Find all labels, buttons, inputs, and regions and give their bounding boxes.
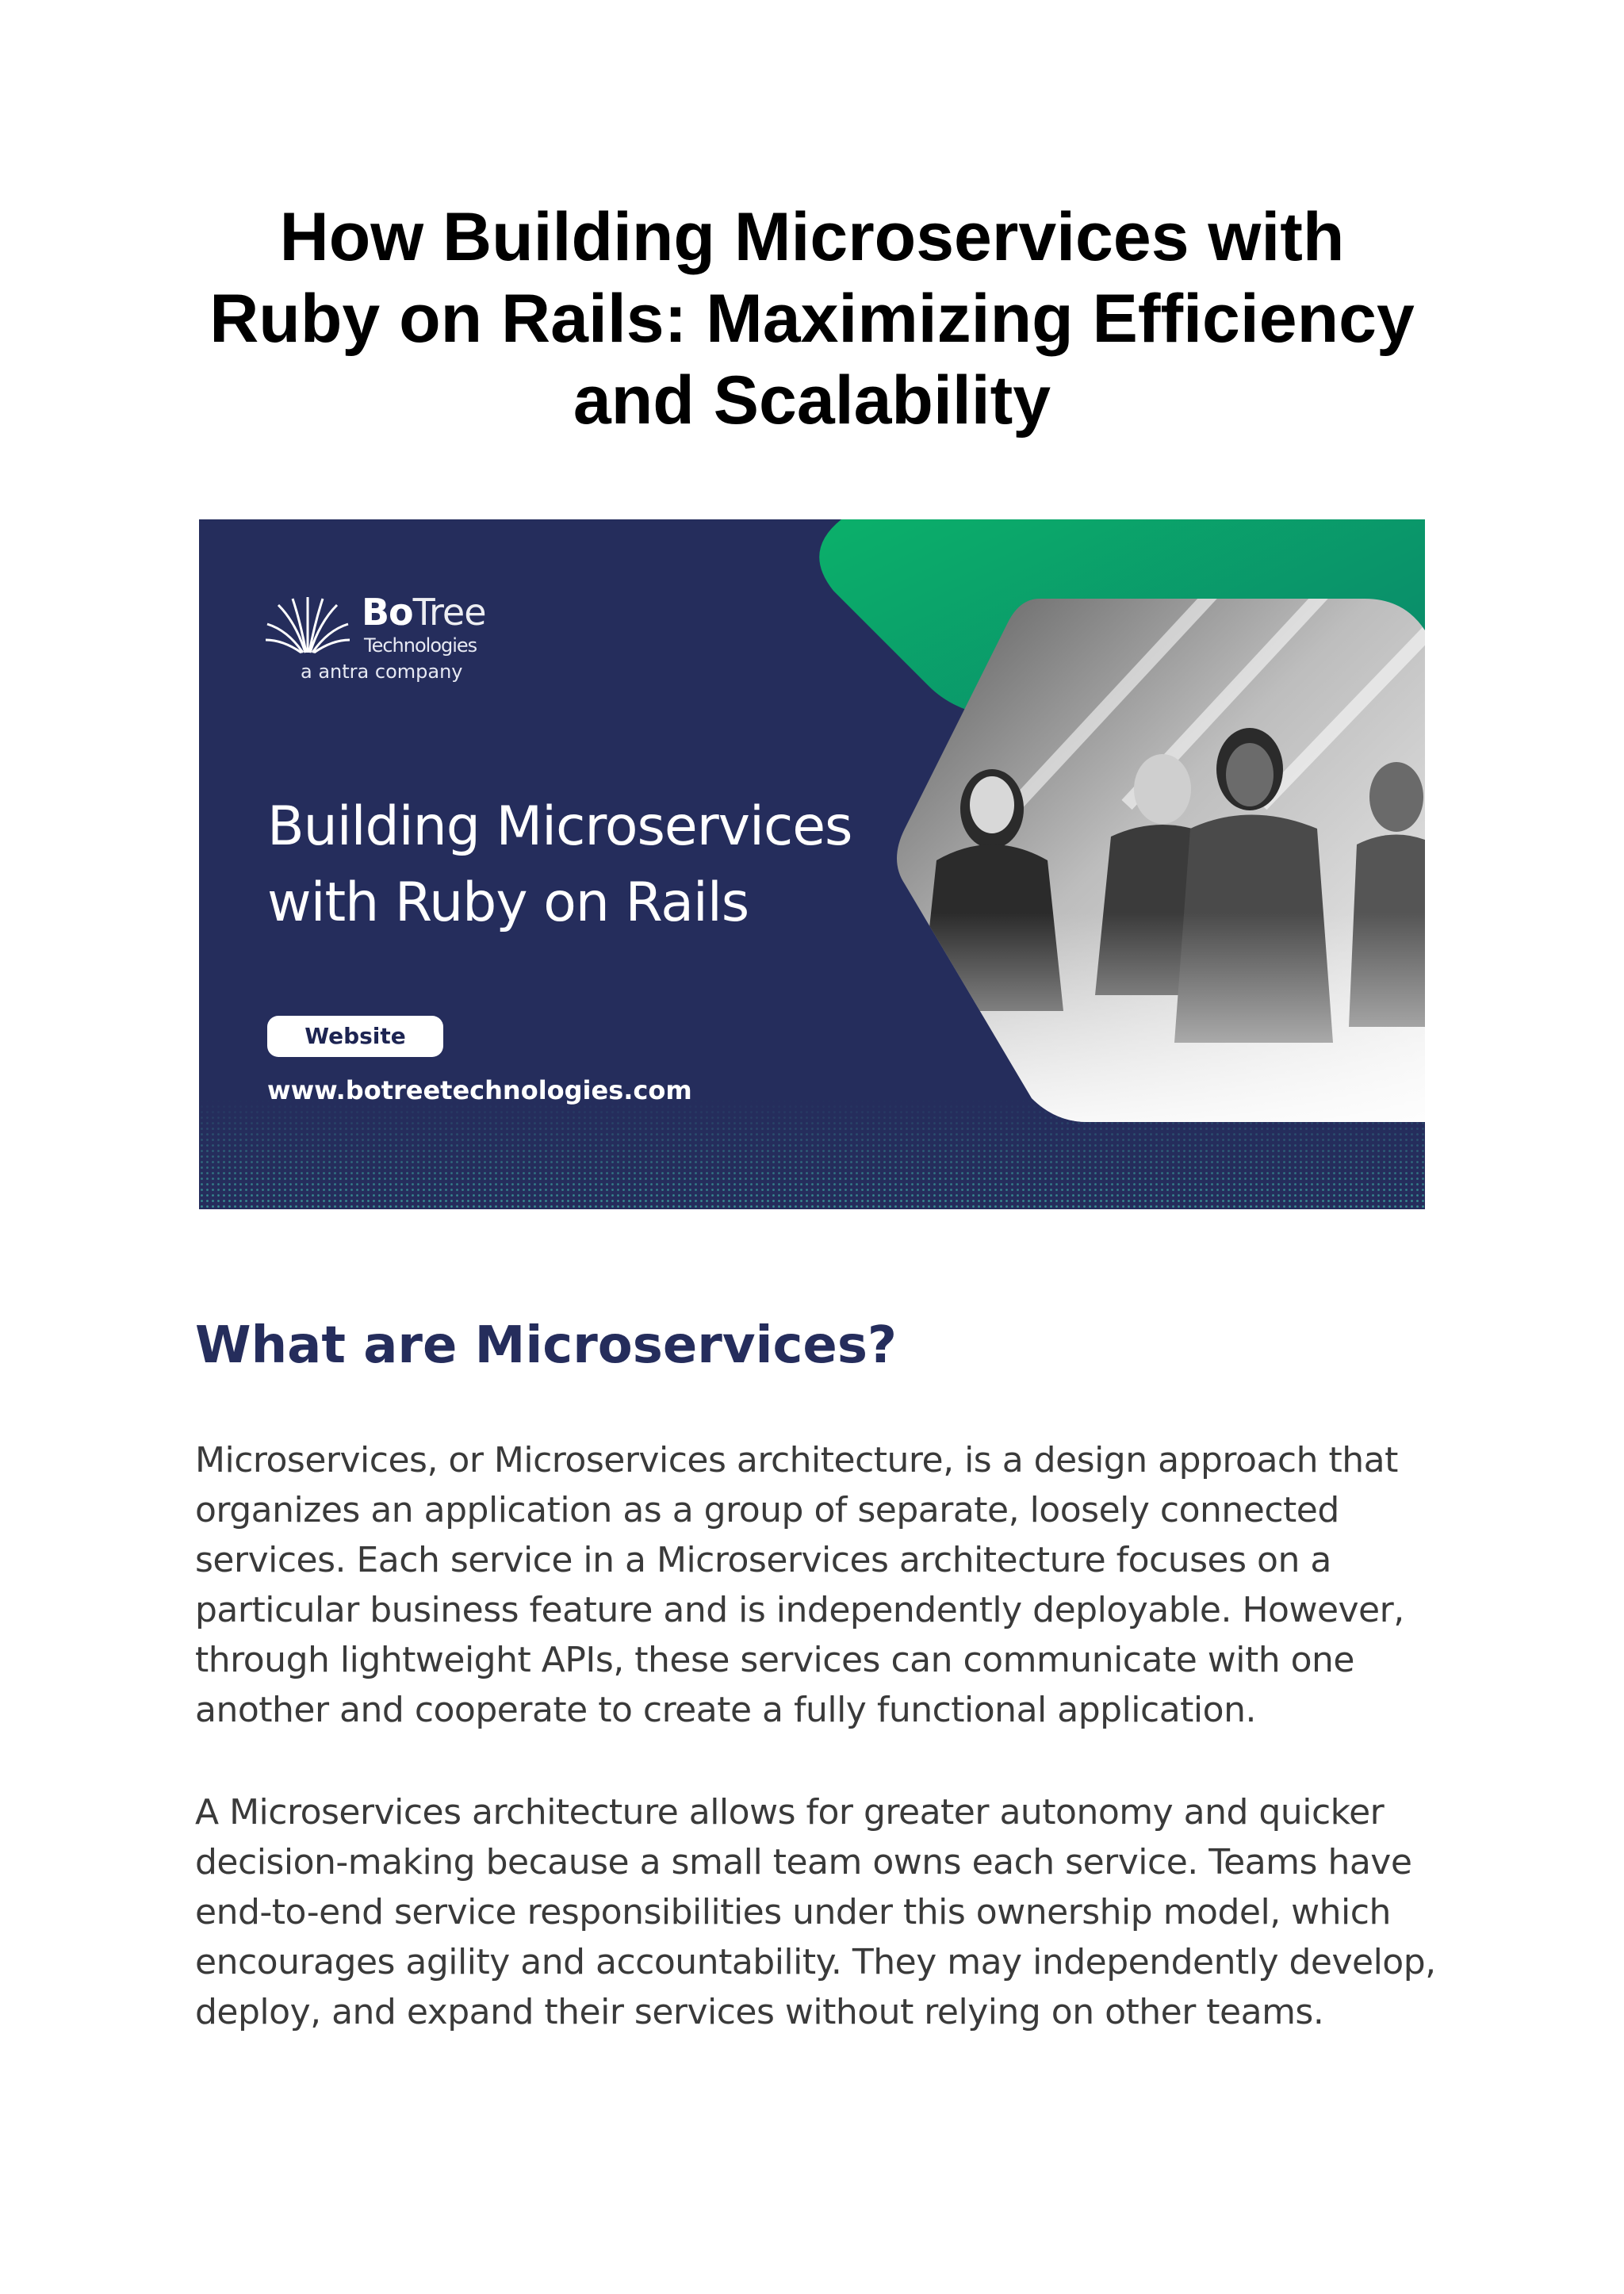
paragraph-line: encourages agility and accountability. They may independently develop, [195,1942,1436,1982]
paragraph-line: decision-making because a small team owns each service. Teams have [195,1842,1412,1882]
paragraph-line: particular business feature and is independently deployable. However, [195,1590,1404,1630]
brand-tagline: a antra company [301,661,463,683]
hero-banner-image [199,519,1425,1209]
website-badge: Website [267,1016,443,1057]
brand-name-light: Tree [412,591,486,634]
paragraph-line: another and cooperate to create a fully functional application. [195,1690,1256,1730]
brand-subtitle: Technologies [364,634,477,657]
title-line: Ruby on Rails: Maximizing Efficiency [209,281,1415,357]
paragraph-line: organizes an application as a group of separate, loosely connected [195,1490,1339,1530]
paragraph [195,1787,1464,2037]
title-line: How Building Microservices with [279,199,1345,275]
section-heading: What are Microservices? [195,1316,898,1375]
banner-url: www.botreetechnologies.com [267,1075,692,1105]
paragraph-line: Microservices, or Microservices architecture, is a design approach that [195,1440,1398,1480]
paragraph [195,1435,1464,1735]
banner-heading-line: Building Microservices [267,795,852,858]
team-meeting-photo [889,599,1425,1122]
document-title [143,197,1481,442]
paragraph-line: end-to-end service responsibilities under this ownership model, which [195,1892,1391,1932]
paragraph-line: services. Each service in a Microservices architecture focuses on a [195,1540,1331,1580]
banner-heading [267,789,902,941]
paragraph-line: deploy, and expand their services without relying on other teams. [195,1992,1324,2032]
paragraph-line: A Microservices architecture allows for greater autonomy and quicker [195,1792,1385,1833]
banner-heading-line: with Ruby on Rails [267,871,749,934]
brand-name [362,592,486,632]
title-line: and Scalability [573,362,1051,439]
paragraph-line: through lightweight APIs, these services can communicate with one [195,1640,1354,1680]
brand-name-bold: Bo [362,591,413,634]
tree-logo-icon [264,591,351,654]
